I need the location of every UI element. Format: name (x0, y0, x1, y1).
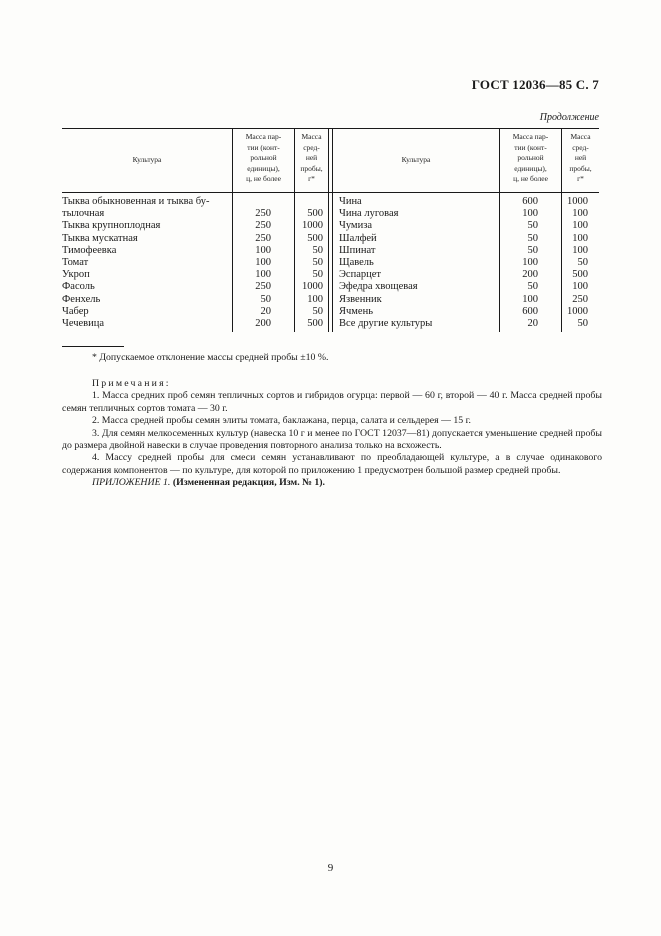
header-sample-mass (295, 132, 328, 185)
batch-mass-value: 100 (522, 257, 538, 268)
culture-name: Чина луговая (339, 208, 399, 220)
sample-mass-value: 1000 (302, 281, 323, 293)
page-number: 9 (327, 862, 334, 874)
header-line: пробы, (300, 163, 323, 173)
appendix-change: (Измененная редакция, Изм. № 1). (172, 477, 326, 489)
header-line: г* (308, 174, 315, 183)
batch-mass-value: 100 (522, 293, 538, 305)
sample-mass-value: 500 (307, 208, 323, 220)
sample-mass-value: 50 (577, 318, 588, 329)
sample-mass-value: 50 (312, 257, 323, 268)
header-line: ц, не более (513, 174, 548, 183)
culture-name: Все другие культуры (339, 318, 433, 329)
header-line: сред- (572, 142, 589, 152)
notes-section (62, 378, 602, 490)
sample-mass-value: 500 (572, 269, 588, 281)
batch-mass-value: 50 (527, 281, 538, 293)
appendix-label: ПРИЛОЖЕНИЕ 1. (92, 477, 171, 489)
note-item: 4. Массу средней пробы для смеси семян устанавливают по преобладающей культуре, а в случае одинакового содержания компонентов — по культуре, для которой по приложению 1 предусмотрен большой размер средней пробы. (62, 452, 602, 476)
batch-mass-value: 250 (255, 208, 271, 220)
sample-mass-value: 1000 (567, 305, 588, 317)
table-header-rule (62, 192, 599, 193)
culture-name: Чабер (62, 305, 89, 317)
table-top-rule (62, 128, 599, 129)
batch-mass-value: 250 (255, 232, 271, 244)
sample-mass-value: 500 (307, 232, 323, 244)
sample-mass-value: 100 (572, 232, 588, 244)
note-item: 3. Для семян мелкосеменных культур (навеска 10 г и менее по ГОСТ 12037—81) допускается уменьшение средней пробы до размера двойной навески в случае проведения повторного анализа только на всхожесть. (62, 427, 602, 452)
culture-name: Эфедра хвощевая (339, 281, 418, 293)
batch-mass-value: 250 (255, 281, 271, 293)
header-line: единицы), (514, 163, 547, 173)
sample-mass-value: 100 (572, 220, 588, 232)
sample-mass-value: 100 (307, 293, 323, 305)
header-line: ц, не более (246, 174, 281, 183)
batch-mass-value: 50 (527, 244, 538, 256)
culture-name: Тимофеевка (62, 244, 117, 256)
batch-mass-value: 600 (522, 305, 538, 317)
culture-name: тылочная (62, 208, 105, 220)
batch-mass-value: 250 (255, 220, 271, 232)
sample-mass-value: 500 (307, 318, 323, 329)
culture-name: Чина (339, 196, 362, 207)
header-batch-mass-right (500, 132, 561, 185)
batch-mass-value: 100 (255, 244, 271, 256)
header-line: Масса (570, 132, 591, 141)
culture-name: Тыква крупноплодная (62, 220, 161, 232)
culture-name: Чумиза (339, 220, 373, 232)
batch-mass-value: 50 (260, 293, 271, 305)
culture-name: Фенхель (62, 293, 101, 305)
batch-mass-value: 50 (527, 232, 538, 244)
header-culture: Культура (132, 155, 162, 164)
culture-name: Шалфей (339, 232, 377, 244)
sample-mass-value: 1000 (567, 196, 588, 207)
header-line: рольной (517, 153, 544, 162)
continuation-label: Продолжение (539, 112, 599, 123)
batch-mass-value: 200 (522, 269, 538, 281)
culture-name: Ячмень (339, 305, 373, 317)
sample-mass-value: 50 (312, 244, 323, 256)
batch-mass-value: 100 (522, 208, 538, 220)
culture-name: Эспарцет (339, 269, 381, 281)
culture-name: Щавель (339, 257, 374, 268)
culture-name: Язвенник (339, 293, 382, 305)
header-line: сред- (303, 142, 320, 152)
document-header: ГОСТ 12036—85 С. 7 (471, 77, 599, 92)
col-divider (328, 129, 329, 332)
header-batch-mass (233, 132, 294, 185)
culture-name: Фасоль (62, 281, 95, 293)
header-culture-right: Культура (401, 155, 431, 164)
header-line: г* (577, 174, 584, 183)
batch-mass-value: 20 (260, 305, 271, 317)
culture-name: Тыква обыкновенная и тыква бу- (62, 196, 210, 207)
header-line: рольной (250, 153, 277, 162)
culture-name: Укроп (62, 269, 90, 281)
batch-mass-value: 50 (527, 220, 538, 232)
header-line: Масса (301, 132, 322, 141)
footnote-rule (62, 346, 124, 347)
header-line: Масса пар- (512, 132, 549, 141)
notes-title: Примечания: (92, 378, 171, 389)
sample-mass-value: 50 (312, 269, 323, 281)
culture-name: Чечевица (62, 318, 105, 329)
header-line: ней (305, 153, 318, 162)
culture-name: Тыква мускатная (62, 232, 138, 244)
header-line: ней (574, 153, 587, 162)
header-line: Масса пар- (245, 132, 282, 141)
batch-mass-value: 200 (255, 318, 271, 329)
sample-mass-value: 1000 (302, 220, 323, 232)
header-line: единицы), (247, 163, 280, 173)
batch-mass-value: 100 (255, 257, 271, 268)
header-sample-mass-right (562, 132, 599, 185)
note-item: 2. Масса средней пробы семян элиты томата, баклажана, перца, салата и сельдерея — 15 г. (92, 415, 471, 427)
footnote: * Допускаемое отклонение массы средней пробы ±10 %. (92, 352, 329, 363)
note-item: 1. Масса средних проб семян тепличных сортов и гибридов огурца: первой — 60 г, второй — 40 г. Масса средней пробы семян тепличных сортов томата — 30 г. (62, 390, 602, 414)
sample-mass-value: 50 (312, 305, 323, 317)
culture-name: Томат (62, 257, 89, 268)
culture-name: Шпинат (339, 244, 376, 256)
sample-mass-value: 100 (572, 208, 588, 220)
header-line: тии (конт- (514, 142, 547, 152)
header-line: тии (конт- (247, 142, 280, 152)
header-line: пробы, (569, 163, 592, 173)
sample-mass-value: 250 (572, 293, 588, 305)
sample-mass-value: 100 (572, 244, 588, 256)
sample-mass-value: 50 (577, 257, 588, 268)
sample-mass-value: 100 (572, 281, 588, 293)
appendix-change-note (62, 477, 602, 489)
batch-mass-value: 600 (522, 196, 538, 207)
batch-mass-value: 100 (255, 269, 271, 281)
batch-mass-value: 20 (527, 318, 538, 329)
